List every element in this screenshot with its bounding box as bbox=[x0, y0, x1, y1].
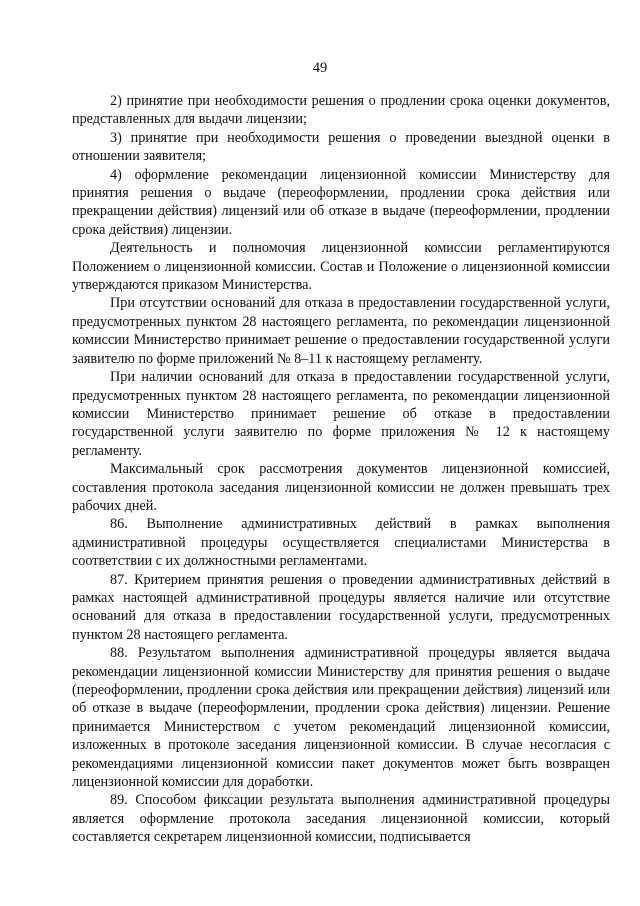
document-body bbox=[72, 92, 610, 847]
paragraph-clause-88: 88. Результатом выполнения административной процедуры является выдача рекомендации лицензионной комиссии Министерству для принятия решения о выдаче (переоформлении, продлении срока действия или прекращении действия) лицензий или об отказе в выдаче (переоформлении, продлении срока действия) лицензии. Решение принимается Министерством с учетом рекомендаций лицензионной комиссии, изложенных в протоколе заседания лицензионной комиссии. В случае несогласия с рекомендациями лицензионной комиссии пакет документов может быть возвращен лицензионной комиссии для доработки. bbox=[72, 645, 610, 791]
page-number: 49 bbox=[312, 60, 328, 76]
paragraph-no-refusal-grounds: При отсутствии оснований для отказа в предоставлении государственной услуги, предусмотренных пунктом 28 настоящего регламента, по рекомендации лицензионной комиссии Министерство принимает решение о предоставлении государственной услуги заявителю по форме приложений № 8–11 к настоящему регламенту. bbox=[72, 295, 610, 367]
paragraph-item-4: 4) оформление рекомендации лицензионной комиссии Министерству для принятия решения о выдаче (переоформлении, продлении срока действия или прекращении действия) лицензий или об отказе в выдаче (переоформлении, продлении срока действия) лицензии. bbox=[72, 166, 610, 238]
paragraph-clause-87: 87. Критерием принятия решения о проведении административных действий в рамках настоящей административной процедуры является наличие или отсутствие оснований для отказа в предоставлении государственной услуги, предусмотренных пунктом 28 настоящего регламента. bbox=[72, 571, 610, 643]
paragraph-refusal-grounds: При наличии оснований для отказа в предоставлении государственной услуги, предусмотренных пунктом 28 настоящего регламента, по рекомендации лицензионной комиссии Министерство принимает решение об отказе в предоставлении государственной услуги заявителю по форме приложения № 12 к настоящему регламенту. bbox=[72, 369, 610, 459]
paragraph-item-2: 2) принятие при необходимости решения о продлении срока оценки документов, представленных для выдачи лицензии; bbox=[72, 93, 610, 128]
paragraph-item-3: 3) принятие при необходимости решения о проведении выездной оценки в отношении заявителя; bbox=[72, 129, 610, 165]
paragraph-max-review-period: Максимальный срок рассмотрения документов лицензионной комиссией, составления протокола заседания лицензионной комиссии не должен превышать трех рабочих дней. bbox=[72, 461, 610, 514]
paragraph-clause-89: 89. Способом фиксации результата выполнения административной процедуры является оформление протокола заседания лицензионной комиссии, который составляется секретарем лицензионной комиссии, подписывается bbox=[72, 792, 610, 846]
paragraph-clause-86: 86. Выполнение административных действий в рамках выполнения административной процедуры осуществляется специалистами Министерства в соответствии с их должностными регламентами. bbox=[72, 516, 610, 570]
paragraph-commission-powers: Деятельность и полномочия лицензионной комиссии регламентируются Положением о лицензионной комиссии. Состав и Положение о лицензионной комиссии утверждаются приказом Министерства. bbox=[72, 240, 610, 294]
